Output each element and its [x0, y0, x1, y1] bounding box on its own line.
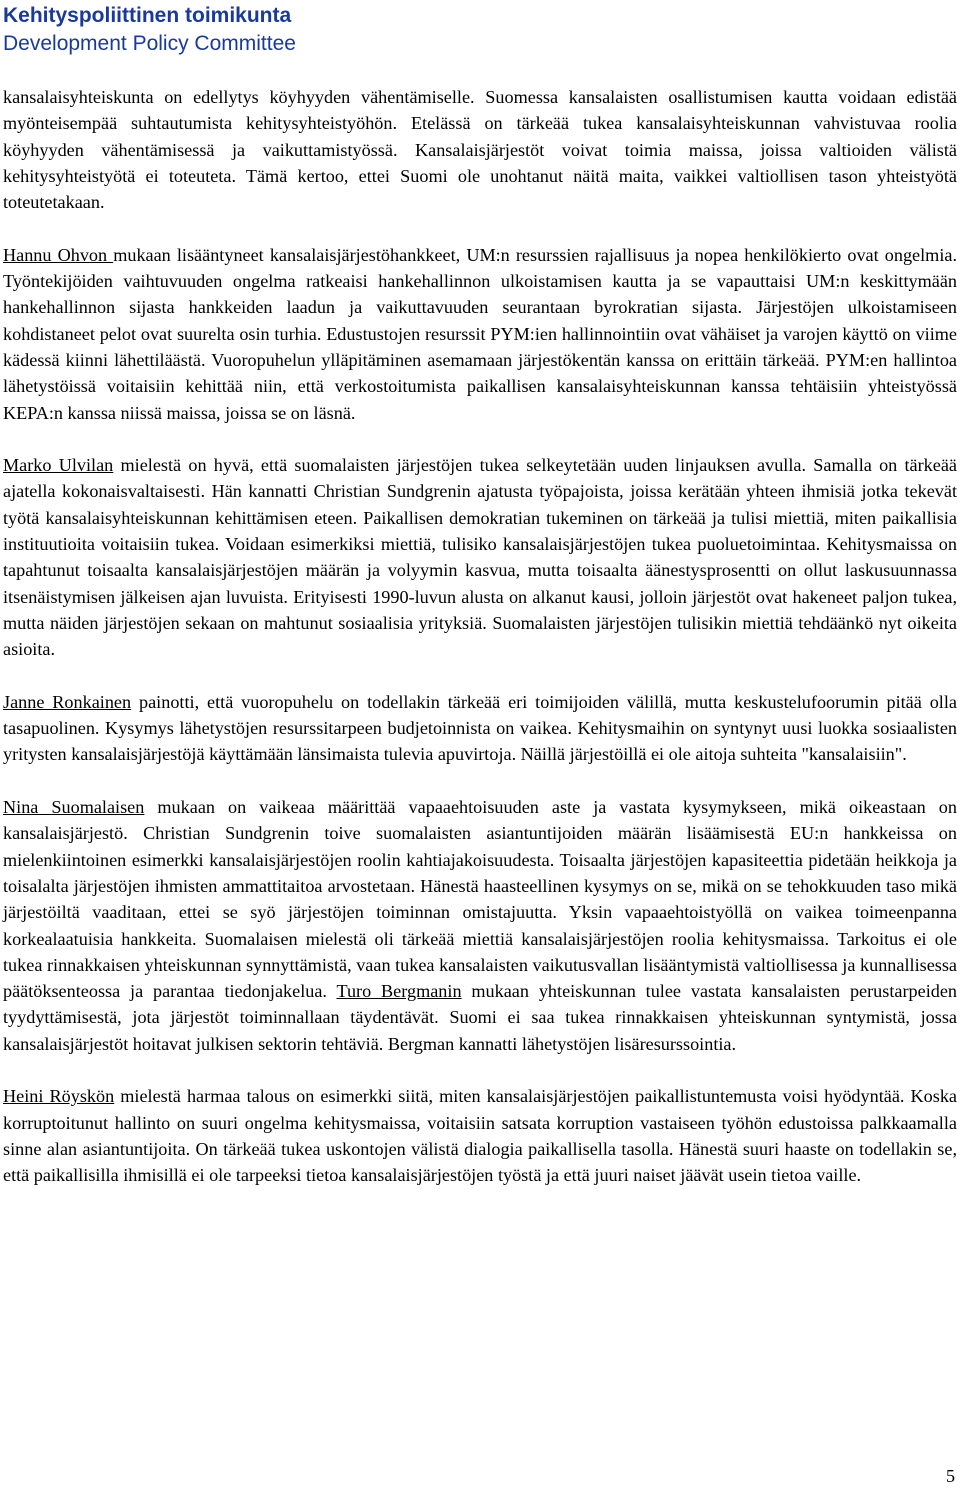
document-header — [3, 2, 296, 58]
paragraph-text: mielestä harmaa talous on esimerkki siitä, miten kansalaisjärjestöjen paikallistuntemusta voisi hyödyntää. Koska korruptoitunut hallinto on suuri ongelma kehitysmaissa, voitaisiin satsata korruption vastaiseen työhön edustoissa palkkaamalla sinne alan asiantuntijoita. On tärkeää tukea uskontojen välistä dialogia paikallisella tasolla. Hänestä suuri haaste on todellakin se, että paikallisilla ihmisillä ei ole tarpeeksi tietoa kansalaisjärjestöjen työstä ja että juuri naiset jäävät usein tietoa vaille. — [3, 1086, 957, 1186]
paragraph-text: mielestä on hyvä, että suomalaisten järjestöjen tukea selkeytetään uuden linjauksen avulla. Samalla on tärkeää ajatella kokonaisvaltaisesti. Hän kannatti Christian Sundgrenin ajatusta työpajoista, joissa kerätään yhteen ihmisiä jotka tekevät työtä kansalaisyhteiskunnan kehittämisen eteen. Paikallisen demokratian tukeminen on tärkeää ja tulisi miettiä, miten paikallisia instituutioita voitaisiin tukea. Voidaan esimerkiksi miettiä, tulisiko kansalaisjärjestöjen tukea puoluetoimintaa. Kehitysmaissa on tapahtunut toisaalta kansalaisjärjestöjen määrän ja volyymin kasvua, mutta toisaalta äänestysprosentti on ollut laskusuunnassa itsenäistymisen jälkeisen ajan luvuista. Erityisesti 1990-luvun alusta on alkanut kausi, jolloin järjestöt ovat hakeneet paljon tukea, mutta näiden järjestöjen sekaan on mahtunut sosiaalisia yrityksiä. Suomalaisten järjestöjen tulisikin miettiä tehdäänkö nyt oikeita asioita. — [3, 455, 957, 660]
paragraph-hannu-ohvo — [3, 242, 957, 426]
page-number: 5 — [946, 1466, 955, 1486]
document-body — [3, 84, 957, 1188]
speaker-name: Nina Suomalaisen — [3, 797, 145, 818]
paragraph-civil-society — [3, 84, 957, 215]
speaker-name-turo-bergman: Turo Bergmanin — [336, 981, 462, 1002]
paragraph-nina-suomalainen — [3, 794, 957, 1057]
paragraph-text: kansalaisyhteiskunta on edellytys köyhyyden vähentämiselle. Suomessa kansalaisten osallistumisen kautta voidaan edistää myönteisempää suhtautumista kehitysyhteistyöhön. Etelässä on tärkeää tukea kansalaisyhteiskunnan vahvistuvaa roolia köyhyyden vähentämisessä ja vaikuttamistyössä. Kansalaisjärjestöt voivat toimia maissa, joissa valtioiden välistä kehitysyhteistyötä ei toteuteta. Tämä kertoo, ettei Suomi ole unohtanut näitä maita, vaikkei valtiollisen tason yhteistyötä toteutetakaan. — [3, 87, 957, 213]
paragraph-janne-ronkainen — [3, 689, 957, 768]
speaker-name: Janne Ronkainen — [3, 691, 132, 712]
paragraph-text: painotti, että vuoropuhelu on todellakin tärkeää eri toimijoiden välillä, mutta keskustelufoorumin pitää olla tasapuolinen. Kysymys lähetystöjen resurssitarpeen budjetoinnista on vaikea. Kehitysmaihin on syntynyt uusi luokka sosiaalisten yritysten kansalaisjärjestöjä käyttämään länsimaista tulevia apuvirtoja. Näillä järjestöillä ei ole aitoja suhteita "kansalaisiin". — [3, 691, 957, 765]
paragraph-heini-royskon — [3, 1083, 957, 1188]
paragraph-text: mukaan lisääntyneet kansalaisjärjestöhankkeet, UM:n resurssien rajallisuus ja nopea henkilökierto ovat ongelmia. Työntekijöiden vaihtuvuuden ongelma ratkeaisi hankehallinnon ulkoistamisen kautta ja se vapauttaisi UM:n keskittymään hankehallinnon sijasta hankkeiden laadun ja vaikuttavuuden seurantaan byrokratian sijasta. Järjestöjen ulkoistamiseen kohdistaneet pelot ovat suurelta osin turhia. Edustustojen resurssit PYM:ien hallinnointiin ovat vähäiset ja varojen käyttö on viime kädessä kiinni lähettiläästä. Vuoropuhelun ylläpitäminen asemamaan järjestökentän kanssa on erittäin tärkeää. PYM:en hallintoa lähetystöissä voitaisiin kehittää niin, että verkostoitumista paikallisen kansalaisyhteiskunnan kanssa tehtäisiin yhteistyössä KEPA:n kanssa niissä maissa, joissa se on läsnä. — [3, 244, 958, 423]
organization-name-finnish: Kehityspoliittinen toimikunta — [3, 4, 292, 27]
paragraph-marko-ulvila — [3, 452, 957, 662]
paragraph-text-continued: mukaan yhteiskunnan tulee vastata kansalaisten perustarpeiden tyydyttämisestä, jota järjestöt toiminnallaan täydentävät. Suomi ei saa tukea rinnakkaisen yhteiskunnan syntymistä, jossa kansalaisjärjestöt hoitavat julkisen sektorin tehtäviä. Bergman kannatti lähetystöjen lisäresurssointia. — [3, 981, 958, 1054]
paragraph-text: mukaan on vaikeaa määrittää vapaaehtoisuuden aste ja vastata kysymykseen, mikä oikeastaan on kansalaisjärjestö. Christian Sundgrenin toive suomalaisten asiantuntijoiden määrän lisäämisestä EU:n hankkeissa on mielenkiintoinen esimerkki kansalaisjärjestöjen roolin kahtiajakoisuudesta. Toisaalta järjestöjen kapasiteettia pidetään heikkoja ja toisalalta järjestöjen ihmisten ammattitaitoa arvostetaan. Hänestä haasteellinen kysymys on se, mikä on se tehokkuuden taso mikä järjestöiltä vaaditaan, ettei se syö järjestöjen toiminnan omistajuutta. Yksin vapaaehtoistyöllä on vaikea toimeenpanna korkealaatuisia hankkeita. Suomalaisen mielestä oli tärkeää miettiä kansalaisjärjestöjen roolia kehitysmaissa. Tarkoitus ei ole tukea rinnakkaisen yhteiskunnan synnyttämistä, vaan tukea kansalaisten vaikutusvallan lisääntymistä valtiollisessa ja kunnallisessa päätöksenteossa ja parantaa tiedonjakelua. — [3, 797, 957, 1002]
speaker-name: Heini Röyskön — [3, 1086, 115, 1107]
speaker-name: Hannu Ohvon — [3, 244, 114, 265]
speaker-name: Marko Ulvilan — [3, 455, 114, 476]
organization-name-english: Development Policy Committee — [3, 32, 296, 55]
